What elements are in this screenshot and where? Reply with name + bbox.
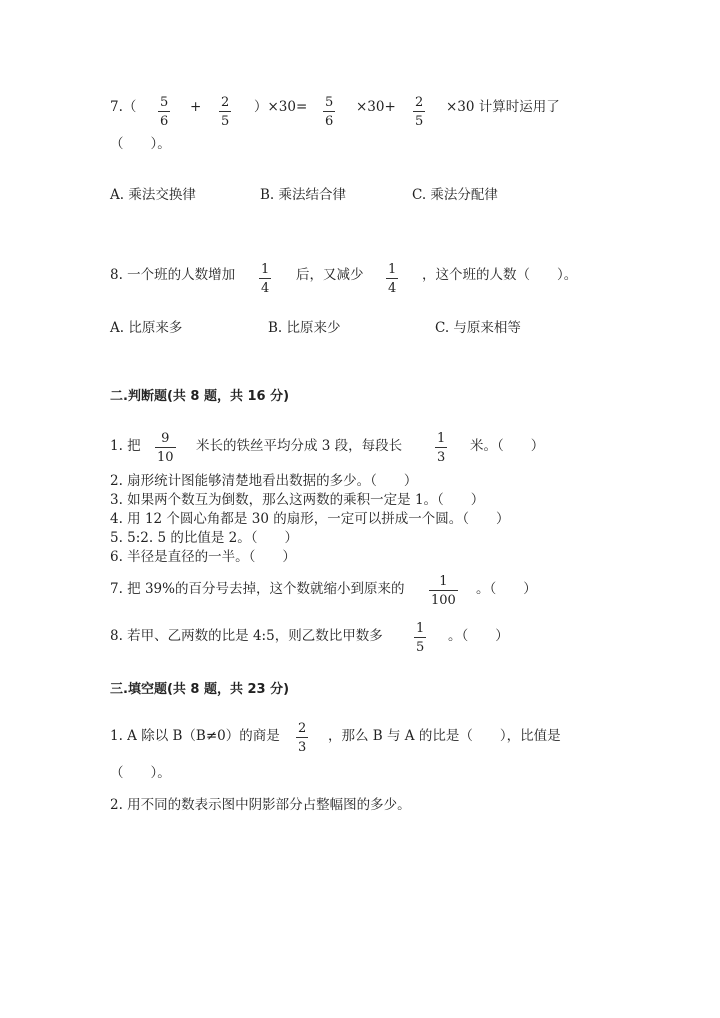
fill-q2: 2. 用不同的数表示图中阴影部分占整幅图的多少。: [110, 797, 411, 813]
judge-q6: 6. 半径是直径的一半。（ ）: [110, 549, 296, 565]
option-b: B. 乘法结合律: [260, 187, 347, 203]
judge-q1-text-3: 米。（ ）: [470, 438, 545, 454]
fraction-numerator: 2: [221, 95, 230, 110]
fraction-denominator: 5: [221, 114, 230, 129]
fraction-bar: [429, 590, 458, 591]
fraction-numerator: 1: [416, 621, 425, 636]
q7-text-1: 7.（: [110, 99, 137, 115]
judge-q1-text-2: 米长的铁丝平均分成 3 段，每段长: [196, 438, 403, 454]
fraction: [158, 95, 170, 129]
fill-q1-text-2: ，那么 B 与 A 的比是（ ），比值是: [328, 728, 561, 744]
option-a: A. 比原来多: [110, 320, 183, 336]
fraction: [413, 95, 425, 129]
fraction-denominator: 10: [157, 450, 174, 465]
plus-sign: +: [190, 99, 202, 115]
fraction-denominator: 3: [437, 450, 446, 465]
q8-text-2: 后，又减少: [296, 267, 364, 283]
option-b: B. 比原来少: [268, 320, 341, 336]
fraction: [155, 431, 176, 465]
fraction-numerator: 1: [437, 431, 446, 446]
fraction: [219, 95, 231, 129]
fraction-numerator: 5: [160, 95, 169, 110]
fraction-bar: [414, 637, 426, 638]
judge-q3: 3. 如果两个数互为倒数，那么这两数的乘积一定是 1。（ ）: [110, 492, 485, 508]
fraction-bar: [386, 278, 398, 279]
fraction: [386, 262, 398, 296]
fraction: [435, 431, 447, 465]
q7-text-3: ×30+: [356, 99, 396, 115]
fraction-bar: [219, 111, 231, 112]
section-heading: 二.判断题(共 8 题，共 16 分): [110, 389, 290, 404]
judge-q7-text-1: 7. 把 39%的百分号去掉，这个数就缩小到原来的: [110, 581, 405, 597]
judge-q8-text-2: 。（ ）: [448, 628, 509, 644]
fraction-denominator: 4: [388, 281, 397, 296]
fraction-numerator: 1: [388, 262, 397, 277]
fraction-bar: [296, 737, 308, 738]
judge-q7-text-2: 。（ ）: [476, 581, 537, 597]
option-a: A. 乘法交换律: [110, 187, 196, 203]
fraction: [429, 574, 458, 608]
fraction: [414, 621, 426, 655]
fraction-denominator: 100: [431, 593, 456, 608]
option-c: C. 与原来相等: [435, 320, 521, 336]
judge-q5: 5. 5:2. 5 的比值是 2。（ ）: [110, 530, 298, 546]
q8-text-1: 8. 一个班的人数增加: [110, 267, 236, 283]
answer-blank: （ ）。: [110, 765, 171, 781]
judge-q1-text-1: 1. 把: [110, 438, 141, 454]
q7-text-4: ×30 计算时运用了: [446, 99, 560, 115]
fraction: [323, 95, 335, 129]
judge-q4: 4. 用 12 个圆心角都是 30 的扇形，一定可以拼成一个圆。（ ）: [110, 511, 510, 527]
fraction-numerator: 9: [161, 431, 170, 446]
q7-text-2: ）×30=: [254, 99, 308, 115]
option-c: C. 乘法分配律: [412, 187, 498, 203]
fraction-bar: [435, 447, 447, 448]
fraction: [296, 721, 308, 755]
fill-q1-text-1: 1. A 除以 B（B≠0）的商是: [110, 728, 280, 744]
q8-text-3: ，这个班的人数（ ）。: [422, 267, 578, 283]
fraction-denominator: 4: [261, 281, 270, 296]
fraction-numerator: 1: [439, 574, 448, 589]
answer-blank: （ ）。: [110, 136, 171, 152]
judge-q8-text-1: 8. 若甲、乙两数的比是 4:5，则乙数比甲数多: [110, 628, 383, 644]
fraction-bar: [155, 447, 176, 448]
fraction: [259, 262, 271, 296]
fraction-denominator: 3: [298, 740, 307, 755]
fraction-numerator: 1: [261, 262, 270, 277]
fraction-denominator: 6: [325, 114, 334, 129]
fraction-numerator: 2: [298, 721, 307, 736]
section-heading: 三.填空题(共 8 题，共 23 分): [110, 682, 290, 697]
fraction-bar: [158, 111, 170, 112]
fraction-numerator: 2: [415, 95, 424, 110]
judge-q2: 2. 扇形统计图能够清楚地看出数据的多少。（ ）: [110, 473, 418, 489]
fraction-denominator: 5: [415, 114, 424, 129]
fraction-denominator: 5: [416, 640, 425, 655]
fraction-bar: [413, 111, 425, 112]
fraction-denominator: 6: [160, 114, 169, 129]
fraction-numerator: 5: [325, 95, 334, 110]
fraction-bar: [259, 278, 271, 279]
fraction-bar: [323, 111, 335, 112]
